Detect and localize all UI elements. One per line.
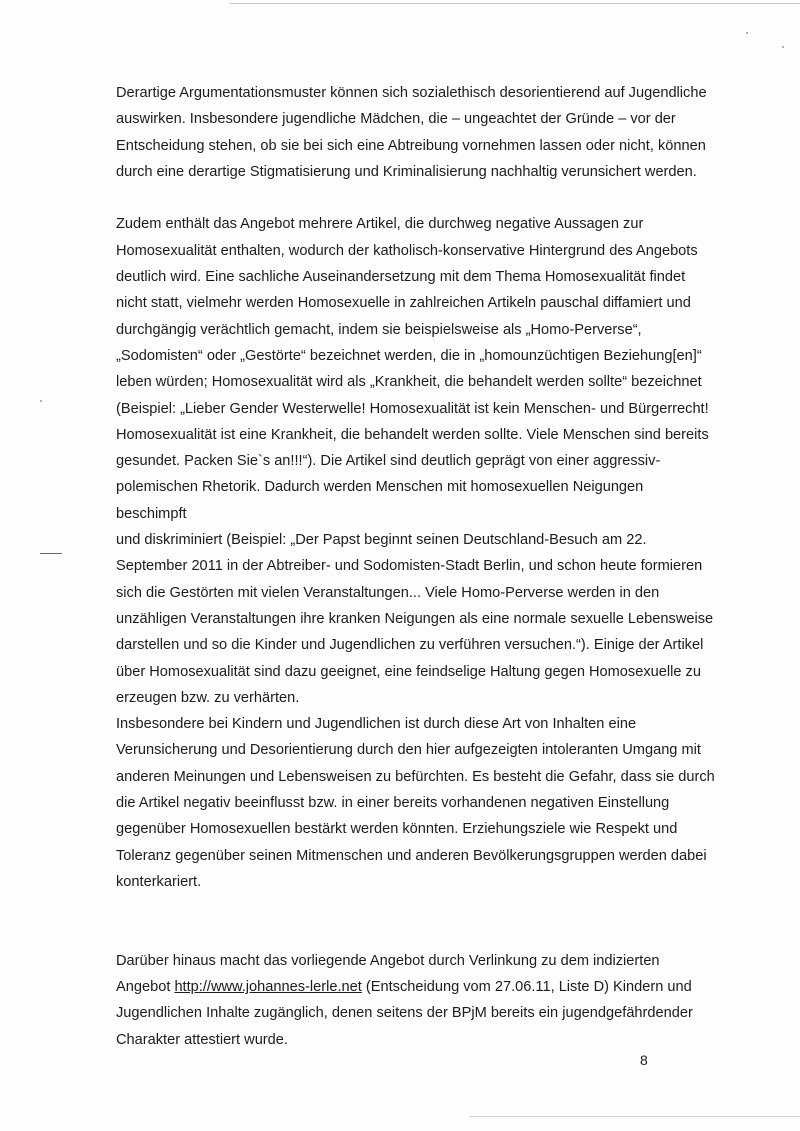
page-number: 8 <box>640 1052 648 1068</box>
text-line: erzeugen bzw. zu verhärten. <box>116 689 300 706</box>
text-line: durchgängig verächtlich gemacht, indem sie beispielsweise als „Homo-Perverse“, <box>116 321 642 338</box>
text-line: gesundet. Packen Sie`s an!!!“). Die Artikel sind deutlich geprägt von einer aggressiv- <box>116 453 661 470</box>
paragraph-spacer <box>116 922 716 948</box>
scan-mark-left <box>40 553 62 554</box>
text-line: Verunsicherung und Desorientierung durch den hier aufgezeigten intoleranten Umgang mit <box>116 742 701 759</box>
text-line: unzähligen Veranstaltungen ihre kranken Neigungen als eine normale sexuelle Lebensweise <box>116 610 714 627</box>
text-line: gegenüber Homosexuellen bestärkt werden könnten. Erziehungsziele wie Respekt und <box>116 821 678 838</box>
scan-speck <box>782 46 784 48</box>
text-line: Derartige Argumentationsmuster können sich sozialethisch desorientierend auf Jugendliche <box>116 85 707 101</box>
text-line: (Beispiel: „Lieber Gender Westerwelle! Homosexualität ist kein Menschen- und Bürgerrecht! <box>116 400 709 417</box>
text-line: über Homosexualität sind dazu geeignet, eine feindselige Haltung gegen Homosexuelle zu <box>116 663 701 680</box>
paragraph-1 <box>116 80 716 185</box>
text-line: Toleranz gegenüber seinen Mitmenschen und anderen Bevölkerungsgruppen werden dabei <box>116 847 707 864</box>
text-line: Charakter attestiert wurde. <box>116 1031 288 1048</box>
text-line: darstellen und so die Kinder und Jugendlichen zu verführen versuchen.“). Einige der Artikel <box>116 637 704 654</box>
text-line: leben würden; Homosexualität wird als „Krankheit, die behandelt werden sollte“ bezeichnet <box>116 374 702 391</box>
text-line: Entscheidung stehen, ob sie bei sich eine Abtreibung vornehmen lassen oder nicht, können <box>116 137 706 154</box>
text-line: September 2011 in der Abtreiber- und Sodomisten-Stadt Berlin, und schon heute formieren <box>116 558 703 575</box>
text-line: Insbesondere bei Kindern und Jugendlichen ist durch diese Art von Inhalten eine <box>116 716 637 733</box>
paragraph-spacer <box>116 895 716 921</box>
text-line: polemischen Rhetorik. Dadurch werden Menschen mit homosexuellen Neigungen beschimpft <box>116 479 644 522</box>
text-line: deutlich wird. Eine sachliche Auseinandersetzung mit dem Thema Homosexualität findet <box>116 269 686 286</box>
text-line: Jugendlichen Inhalte zugänglich, denen seitens der BPjM bereits ein jugendgefährdender <box>116 1005 693 1022</box>
text-line: „Sodomisten“ oder „Gestörte“ bezeichnet werden, die in „homounzüchtigen Beziehung[en]“ <box>116 347 702 364</box>
text-line: die Artikel negativ beeinflusst bzw. in einer bereits vorhandenen negativen Einstellung <box>116 795 670 812</box>
text-line: konterkariert. <box>116 873 202 890</box>
scan-speck <box>746 32 748 34</box>
paragraph-3 <box>116 711 716 895</box>
text-line: nicht statt, vielmehr werden Homosexuelle in zahlreichen Artikeln pauschal diffamiert und <box>116 295 691 312</box>
text-line: auswirken. Insbesondere jugendliche Mädchen, die – ungeachtet der Gründe – vor der <box>116 111 676 128</box>
scan-line-bottom <box>470 1116 800 1117</box>
referenced-url-link[interactable]: http://www.johannes-lerle.net <box>174 979 362 996</box>
text-line: Zudem enthält das Angebot mehrere Artikel, die durchweg negative Aussagen zur <box>116 216 644 233</box>
scan-speck <box>40 400 42 402</box>
text-line: und diskriminiert (Beispiel: „Der Papst beginnt seinen Deutschland-Besuch am 22. <box>116 532 647 549</box>
text-line: Angebot <box>116 979 175 996</box>
paragraph-2 <box>116 211 716 711</box>
text-line: Homosexualität ist eine Krankheit, die behandelt werden sollte. Viele Menschen sind bereits <box>116 426 709 443</box>
paragraph-4 <box>116 948 716 1053</box>
document-body <box>116 80 716 1053</box>
text-line: Homosexualität enthalten, wodurch der katholisch-konservative Hintergrund des Angebots <box>116 242 698 259</box>
scan-line-top <box>230 3 800 4</box>
text-line: anderen Meinungen und Lebensweisen zu befürchten. Es besteht die Gefahr, dass sie durch <box>116 768 715 785</box>
text-line: durch eine derartige Stigmatisierung und Kriminalisierung nachhaltig verunsichert werden. <box>116 163 697 180</box>
text-line: Darüber hinaus macht das vorliegende Angebot durch Verlinkung zu dem indizierten <box>116 952 660 969</box>
text-line: (Entscheidung vom 27.06.11, Liste D) Kindern und <box>361 979 692 996</box>
text-line: sich die Gestörten mit vielen Veranstaltungen... Viele Homo-Perverse werden in den <box>116 584 660 601</box>
paragraph-spacer <box>116 185 716 211</box>
